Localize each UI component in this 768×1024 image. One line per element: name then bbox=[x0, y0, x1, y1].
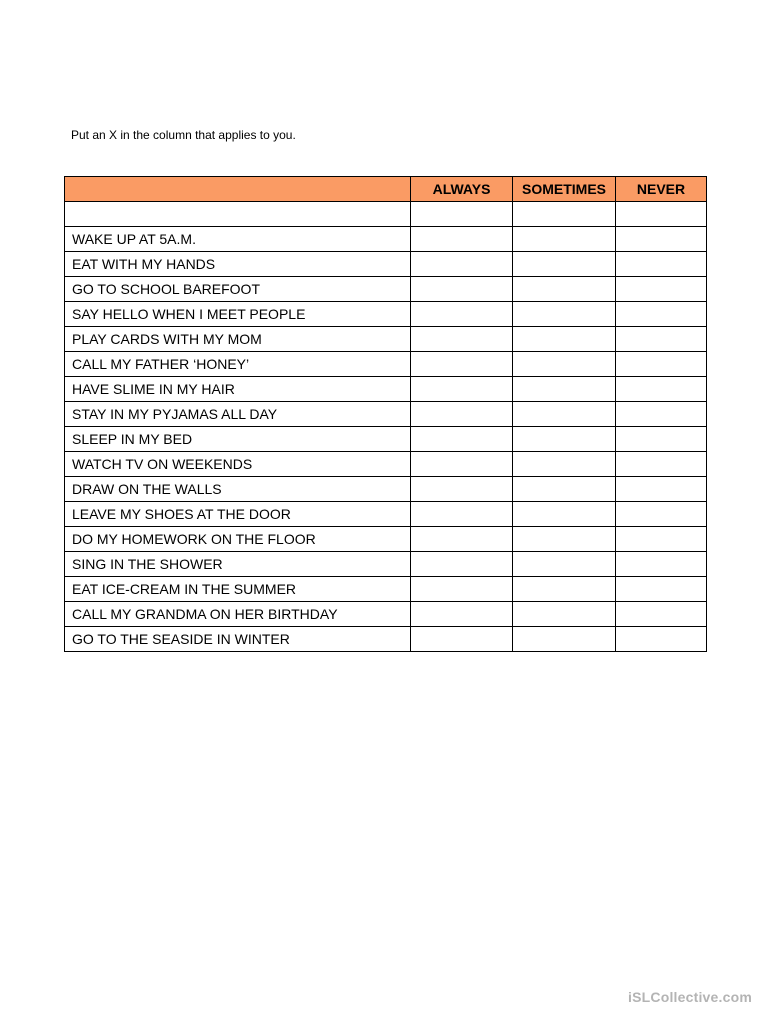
table-row bbox=[65, 552, 707, 577]
always-checkbox-cell[interactable] bbox=[411, 352, 513, 377]
table-body bbox=[65, 202, 707, 652]
never-checkbox-cell[interactable] bbox=[616, 402, 707, 427]
never-checkbox-cell[interactable] bbox=[616, 627, 707, 652]
table-row bbox=[65, 377, 707, 402]
never-checkbox-cell[interactable] bbox=[616, 577, 707, 602]
sometimes-checkbox-cell[interactable] bbox=[513, 352, 616, 377]
table-row bbox=[65, 202, 707, 227]
always-checkbox-cell[interactable] bbox=[411, 277, 513, 302]
sometimes-checkbox-cell[interactable] bbox=[513, 477, 616, 502]
never-checkbox-cell[interactable] bbox=[616, 377, 707, 402]
always-checkbox-cell[interactable] bbox=[411, 402, 513, 427]
frequency-table bbox=[64, 176, 707, 652]
always-checkbox-cell[interactable] bbox=[411, 302, 513, 327]
activity-cell: LEAVE MY SHOES AT THE DOOR bbox=[65, 502, 411, 527]
never-checkbox-cell[interactable] bbox=[616, 502, 707, 527]
sometimes-checkbox-cell[interactable] bbox=[513, 227, 616, 252]
sometimes-checkbox-cell[interactable] bbox=[513, 527, 616, 552]
table-row bbox=[65, 477, 707, 502]
always-checkbox-cell[interactable] bbox=[411, 427, 513, 452]
sometimes-checkbox-cell[interactable] bbox=[513, 377, 616, 402]
sometimes-checkbox-cell[interactable] bbox=[513, 277, 616, 302]
activity-cell: WAKE UP AT 5A.M. bbox=[65, 227, 411, 252]
never-checkbox-cell[interactable] bbox=[616, 202, 707, 227]
never-checkbox-cell[interactable] bbox=[616, 552, 707, 577]
always-checkbox-cell[interactable] bbox=[411, 452, 513, 477]
activity-cell: SING IN THE SHOWER bbox=[65, 552, 411, 577]
never-checkbox-cell[interactable] bbox=[616, 252, 707, 277]
table-row bbox=[65, 602, 707, 627]
always-checkbox-cell[interactable] bbox=[411, 502, 513, 527]
activity-cell: CALL MY FATHER ‘HONEY’ bbox=[65, 352, 411, 377]
never-checkbox-cell[interactable] bbox=[616, 602, 707, 627]
activity-cell: DRAW ON THE WALLS bbox=[65, 477, 411, 502]
table-row bbox=[65, 277, 707, 302]
header-never: NEVER bbox=[616, 177, 707, 202]
table-row bbox=[65, 527, 707, 552]
instruction-text: Put an X in the column that applies to you. bbox=[71, 128, 296, 142]
activity-cell: CALL MY GRANDMA ON HER BIRTHDAY bbox=[65, 602, 411, 627]
activity-cell: PLAY CARDS WITH MY MOM bbox=[65, 327, 411, 352]
sometimes-checkbox-cell[interactable] bbox=[513, 452, 616, 477]
sometimes-checkbox-cell[interactable] bbox=[513, 402, 616, 427]
sometimes-checkbox-cell[interactable] bbox=[513, 302, 616, 327]
always-checkbox-cell[interactable] bbox=[411, 252, 513, 277]
never-checkbox-cell[interactable] bbox=[616, 277, 707, 302]
never-checkbox-cell[interactable] bbox=[616, 477, 707, 502]
header-activity bbox=[65, 177, 411, 202]
table-row bbox=[65, 302, 707, 327]
table-row bbox=[65, 427, 707, 452]
always-checkbox-cell[interactable] bbox=[411, 577, 513, 602]
activity-cell: HAVE SLIME IN MY HAIR bbox=[65, 377, 411, 402]
always-checkbox-cell[interactable] bbox=[411, 202, 513, 227]
activity-cell: EAT WITH MY HANDS bbox=[65, 252, 411, 277]
header-always: ALWAYS bbox=[411, 177, 513, 202]
sometimes-checkbox-cell[interactable] bbox=[513, 602, 616, 627]
activity-cell: EAT ICE-CREAM IN THE SUMMER bbox=[65, 577, 411, 602]
activity-cell: SAY HELLO WHEN I MEET PEOPLE bbox=[65, 302, 411, 327]
header-sometimes: SOMETIMES bbox=[513, 177, 616, 202]
always-checkbox-cell[interactable] bbox=[411, 527, 513, 552]
never-checkbox-cell[interactable] bbox=[616, 527, 707, 552]
never-checkbox-cell[interactable] bbox=[616, 427, 707, 452]
sometimes-checkbox-cell[interactable] bbox=[513, 327, 616, 352]
activity-cell bbox=[65, 202, 411, 227]
never-checkbox-cell[interactable] bbox=[616, 302, 707, 327]
always-checkbox-cell[interactable] bbox=[411, 377, 513, 402]
table-row bbox=[65, 352, 707, 377]
activity-cell: GO TO THE SEASIDE IN WINTER bbox=[65, 627, 411, 652]
never-checkbox-cell[interactable] bbox=[616, 352, 707, 377]
activity-cell: STAY IN MY PYJAMAS ALL DAY bbox=[65, 402, 411, 427]
table-row bbox=[65, 227, 707, 252]
activity-cell: SLEEP IN MY BED bbox=[65, 427, 411, 452]
table-row bbox=[65, 327, 707, 352]
never-checkbox-cell[interactable] bbox=[616, 452, 707, 477]
sometimes-checkbox-cell[interactable] bbox=[513, 502, 616, 527]
activity-cell: DO MY HOMEWORK ON THE FLOOR bbox=[65, 527, 411, 552]
sometimes-checkbox-cell[interactable] bbox=[513, 427, 616, 452]
table-row bbox=[65, 627, 707, 652]
always-checkbox-cell[interactable] bbox=[411, 552, 513, 577]
never-checkbox-cell[interactable] bbox=[616, 227, 707, 252]
table-row bbox=[65, 402, 707, 427]
table-row bbox=[65, 502, 707, 527]
never-checkbox-cell[interactable] bbox=[616, 327, 707, 352]
sometimes-checkbox-cell[interactable] bbox=[513, 252, 616, 277]
table-header-row bbox=[65, 177, 707, 202]
always-checkbox-cell[interactable] bbox=[411, 327, 513, 352]
table-row bbox=[65, 252, 707, 277]
activity-cell: WATCH TV ON WEEKENDS bbox=[65, 452, 411, 477]
sometimes-checkbox-cell[interactable] bbox=[513, 552, 616, 577]
always-checkbox-cell[interactable] bbox=[411, 627, 513, 652]
table-row bbox=[65, 577, 707, 602]
watermark: iSLCollective.com bbox=[628, 989, 752, 1005]
sometimes-checkbox-cell[interactable] bbox=[513, 627, 616, 652]
always-checkbox-cell[interactable] bbox=[411, 477, 513, 502]
table-row bbox=[65, 452, 707, 477]
sometimes-checkbox-cell[interactable] bbox=[513, 577, 616, 602]
always-checkbox-cell[interactable] bbox=[411, 227, 513, 252]
always-checkbox-cell[interactable] bbox=[411, 602, 513, 627]
activity-cell: GO TO SCHOOL BAREFOOT bbox=[65, 277, 411, 302]
sometimes-checkbox-cell[interactable] bbox=[513, 202, 616, 227]
